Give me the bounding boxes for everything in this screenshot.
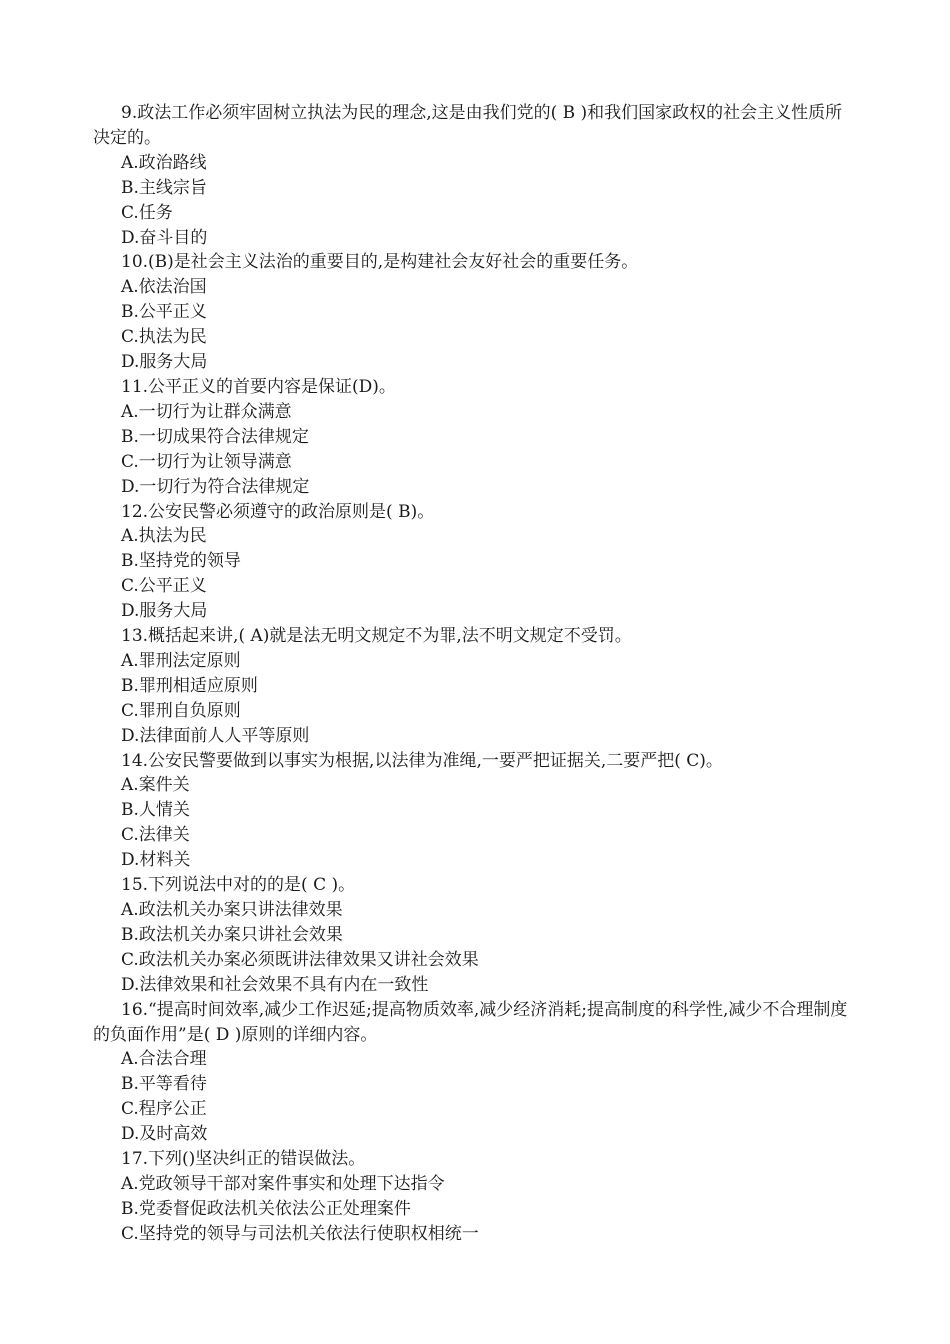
option-d: D.材料关 bbox=[121, 850, 191, 871]
option-d: D.法律效果和社会效果不具有内在一致性 bbox=[121, 974, 429, 995]
question-stem: 13.概括起来讲,( A)就是法无明文规定不为罪,法不明文规定不受罚。 bbox=[121, 626, 632, 647]
question-17 bbox=[93, 1147, 858, 1247]
option-c: C.政法机关办案必须既讲法律效果又讲社会效果 bbox=[121, 949, 479, 970]
question-12 bbox=[93, 500, 858, 625]
option-c: C.罪刑自负原则 bbox=[121, 700, 241, 721]
question-stem: 10.(B)是社会主义法治的重要目的,是构建社会友好社会的重要任务。 bbox=[121, 252, 639, 273]
question-stem: 17.下列()坚决纠正的错误做法。 bbox=[121, 1149, 366, 1170]
question-stem: 14.公安民警要做到以事实为根据,以法律为准绳,一要严把证据关,二要严把( C)。 bbox=[121, 750, 723, 771]
option-a: A.党政领导干部对案件事实和处理下达指令 bbox=[121, 1173, 445, 1194]
option-d: D.奋斗目的 bbox=[121, 227, 208, 248]
option-b: B.主线宗旨 bbox=[121, 177, 207, 198]
option-b: B.坚持党的领导 bbox=[121, 551, 241, 572]
question-9 bbox=[93, 101, 858, 250]
option-d: D.服务大局 bbox=[121, 601, 208, 622]
option-a: A.合法合理 bbox=[121, 1049, 207, 1070]
option-a: A.政治路线 bbox=[121, 152, 207, 173]
option-c: C.程序公正 bbox=[121, 1099, 207, 1120]
option-c: C.坚持党的领导与司法机关依法行使职权相统一 bbox=[121, 1223, 479, 1244]
question-list bbox=[93, 101, 858, 1247]
option-b: B.人情关 bbox=[121, 800, 190, 821]
question-stem: 11.公平正义的首要内容是保证(D)。 bbox=[121, 376, 396, 397]
option-a: A.案件关 bbox=[121, 775, 190, 796]
option-d: D.及时高效 bbox=[121, 1124, 208, 1145]
option-a: A.一切行为让群众满意 bbox=[121, 401, 292, 422]
option-b: B.公平正义 bbox=[121, 302, 207, 323]
question-14 bbox=[93, 749, 858, 874]
option-b: B.政法机关办案只讲社会效果 bbox=[121, 924, 343, 945]
question-13 bbox=[93, 624, 858, 749]
option-d: D.一切行为符合法律规定 bbox=[121, 476, 310, 497]
option-b: B.一切成果符合法律规定 bbox=[121, 426, 309, 447]
question-11 bbox=[93, 375, 858, 500]
question-stem: 16.“提高时间效率,减少工作迟延;提高物质效率,减少经济消耗;提高制度的科学性,减少不合理制度的负面作用”是( D )原则的详细内容。 bbox=[93, 999, 848, 1045]
option-a: A.政法机关办案只讲法律效果 bbox=[121, 900, 343, 920]
option-b: B.罪刑相适应原则 bbox=[121, 675, 258, 696]
option-b: B.党委督促政法机关依法公正处理案件 bbox=[121, 1198, 411, 1219]
question-stem: 15.下列说法中对的的是( C )。 bbox=[121, 875, 356, 896]
option-d: D.法律面前人人平等原则 bbox=[121, 725, 310, 746]
question-10 bbox=[93, 250, 858, 375]
option-a: A.依法治国 bbox=[121, 277, 207, 298]
option-c: C.公平正义 bbox=[121, 576, 207, 597]
option-a: A.罪刑法定原则 bbox=[121, 650, 241, 671]
question-stem: 9.政法工作必须牢固树立执法为民的理念,这是由我们党的( B )和我们国家政权的社会主义性质所决定的。 bbox=[93, 103, 843, 148]
option-c: C.执法为民 bbox=[121, 327, 207, 348]
option-d: D.服务大局 bbox=[121, 352, 208, 373]
option-c: C.任务 bbox=[121, 202, 173, 223]
question-15 bbox=[93, 873, 858, 998]
option-c: C.法律关 bbox=[121, 825, 190, 846]
question-stem: 12.公安民警必须遵守的政治原则是( B)。 bbox=[121, 501, 435, 522]
option-a: A.执法为民 bbox=[121, 526, 207, 547]
option-b: B.平等看待 bbox=[121, 1074, 207, 1095]
option-c: C.一切行为让领导满意 bbox=[121, 451, 292, 472]
question-16 bbox=[93, 998, 858, 1147]
